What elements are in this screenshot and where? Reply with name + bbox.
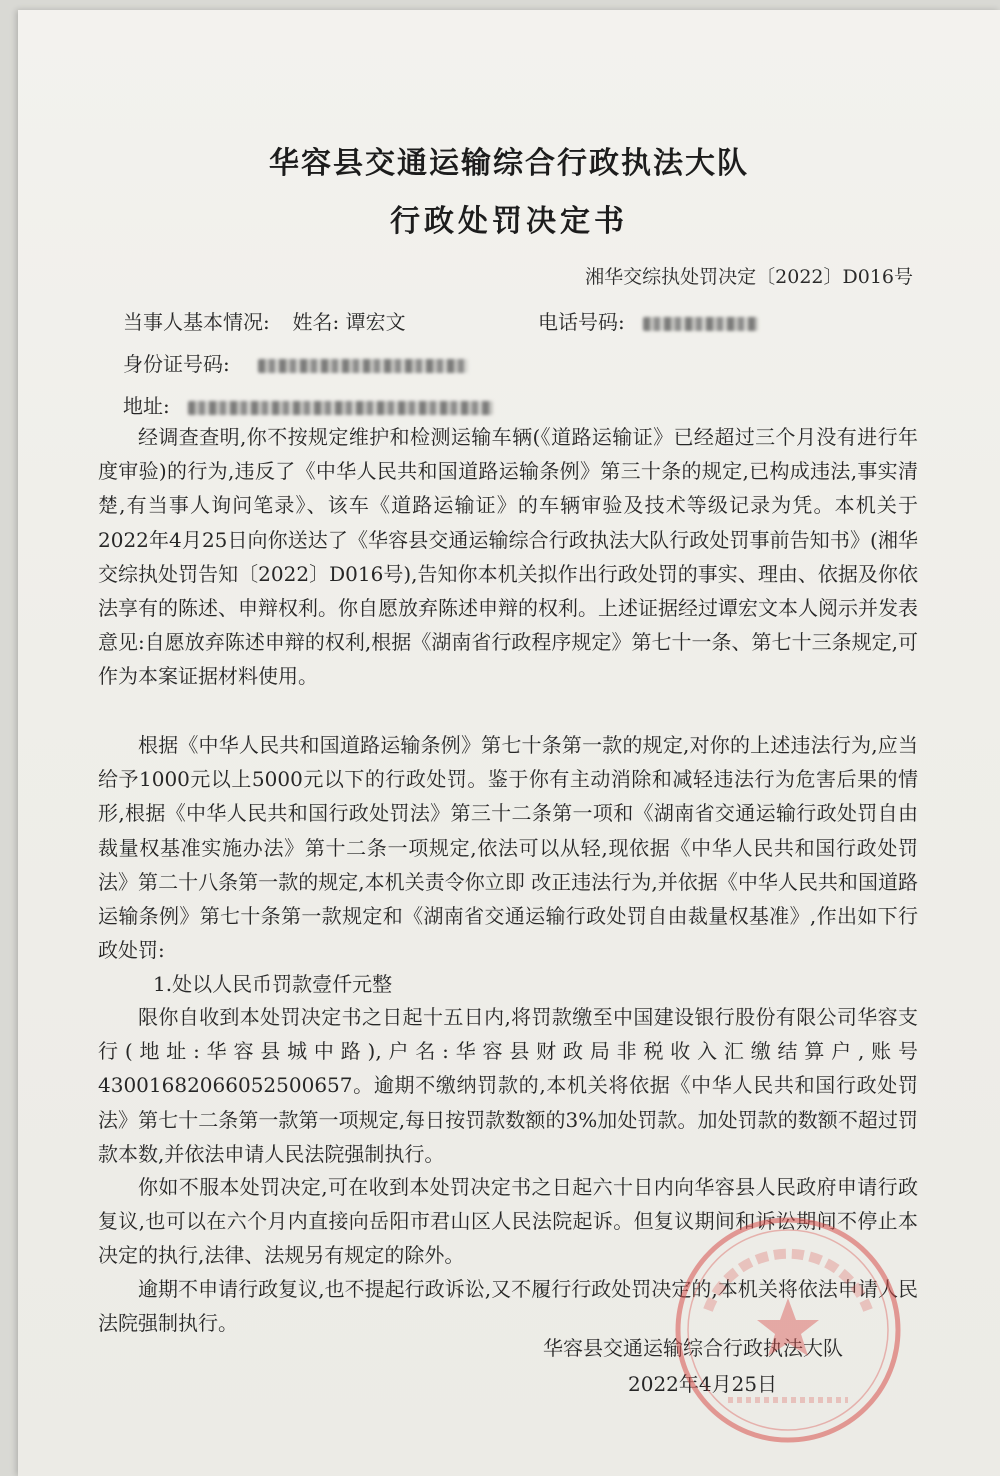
party-address-label: 地址: <box>123 394 170 418</box>
penalty-item: 1.处以人民币罚款壹仟元整 <box>153 972 393 996</box>
payment-paragraph: 限你自收到本处罚决定书之日起十五日内,将罚款缴至中国建设银行股份有限公司华容支行(地址:华容县城中路),户名:华容县财政局非税收入汇缴结算户,账号43001682066052500657。逾期不缴纳罚款的,本机关将依据《中华人民共和国行政处罚法》第七十二条第一款第一项规定,每日按罚款数额的3%加处罚款。加处罚款的数额不超过罚款本数,并依法申请人民法院强制执行。 <box>98 1005 918 1166</box>
party-id-row <box>123 348 468 377</box>
party-phone-label: 电话号码: <box>538 310 625 334</box>
party-name-value: 谭宏文 <box>345 310 406 334</box>
redacted-address <box>188 401 493 415</box>
issue-date: 2022年4月25日 <box>628 1372 778 1396</box>
enforcement-paragraph: 逾期不申请行政复议,也不提起行政诉讼,又不履行行政处罚决定的,本机关将依法申请人民法院强制执行。 <box>98 1277 918 1336</box>
party-phone-row <box>538 306 758 335</box>
appeal-paragraph: 你如不服本处罚决定,可在收到本处罚决定书之日起六十日内向华容县人民政府申请行政复议,也可以在六个月内直接向岳阳市君山区人民法院起诉。但复议期间和诉讼期间不停止本决定的执行,法律、法规另有规定的除外。 <box>98 1175 918 1268</box>
party-name-label: 姓名: <box>292 310 340 334</box>
document-title: 行政处罚决定书 <box>390 204 628 239</box>
party-address-row <box>123 390 493 419</box>
document-title-agency: 华容县交通运输综合行政执法大队 <box>269 146 749 181</box>
issuer-name: 华容县交通运输综合行政执法大队 <box>543 1336 843 1360</box>
document-sheet <box>18 10 1000 1476</box>
party-basic-label: 当事人基本情况: <box>123 310 270 334</box>
redacted-phone <box>643 317 758 331</box>
facts-paragraph: 经调查查明,你不按规定维护和检测运输车辆(《道路运输证》已经超过三个月没有进行年度审验)的行为,违反了《中华人民共和国道路运输条例》第三十条的规定,已构成违法,事实清楚,有当事人询问笔录》、该车《道路运输证》的车辆审验及技术等级记录为凭。本机关于 2022年4月25日向你送达了《华容县交通运输综合行政执法大队行政处罚事前告知书》(湘华交综执处罚告知〔2022〕D016号),告知你本机关拟作出行政处罚的事实、理由、依据及你依法享有的陈述、申辩权利。你自愿放弃陈述申辩的权利。上述证据经过谭宏文本人阅示并发表意见:自愿放弃陈述申辩的权利,根据《湖南省行政程序规定》第七十一条、第七十三条规定,可作为本案证据材料使用。 <box>98 425 918 689</box>
redacted-id-number <box>258 359 468 373</box>
party-id-label: 身份证号码: <box>123 352 230 376</box>
party-basic-row <box>123 306 406 335</box>
official-seal-icon <box>668 1210 908 1450</box>
document-number: 湘华交综执处罚决定〔2022〕D016号 <box>585 266 913 288</box>
legal-basis-paragraph: 根据《中华人民共和国道路运输条例》第七十条第一款的规定,对你的上述违法行为,应当给予1000元以上5000元以下的行政处罚。鉴于你有主动消除和减轻违法行为危害后果的情形,根据《中华人民共和国行政处罚法》第三十二条第一项和《湖南省交通运输行政处罚自由裁量权基准实施办法》第十二条一项规定,依法可以从轻,现依据《中华人民共和国行政处罚法》第二十八条第一款的规定,本机关责令你立即 改正违法行为,并依据《中华人民共和国道路运输条例》第七十条第一款规定和《湖南省交通运输行政处罚自由裁量权基准》,作出如下行政处罚: <box>98 733 918 963</box>
